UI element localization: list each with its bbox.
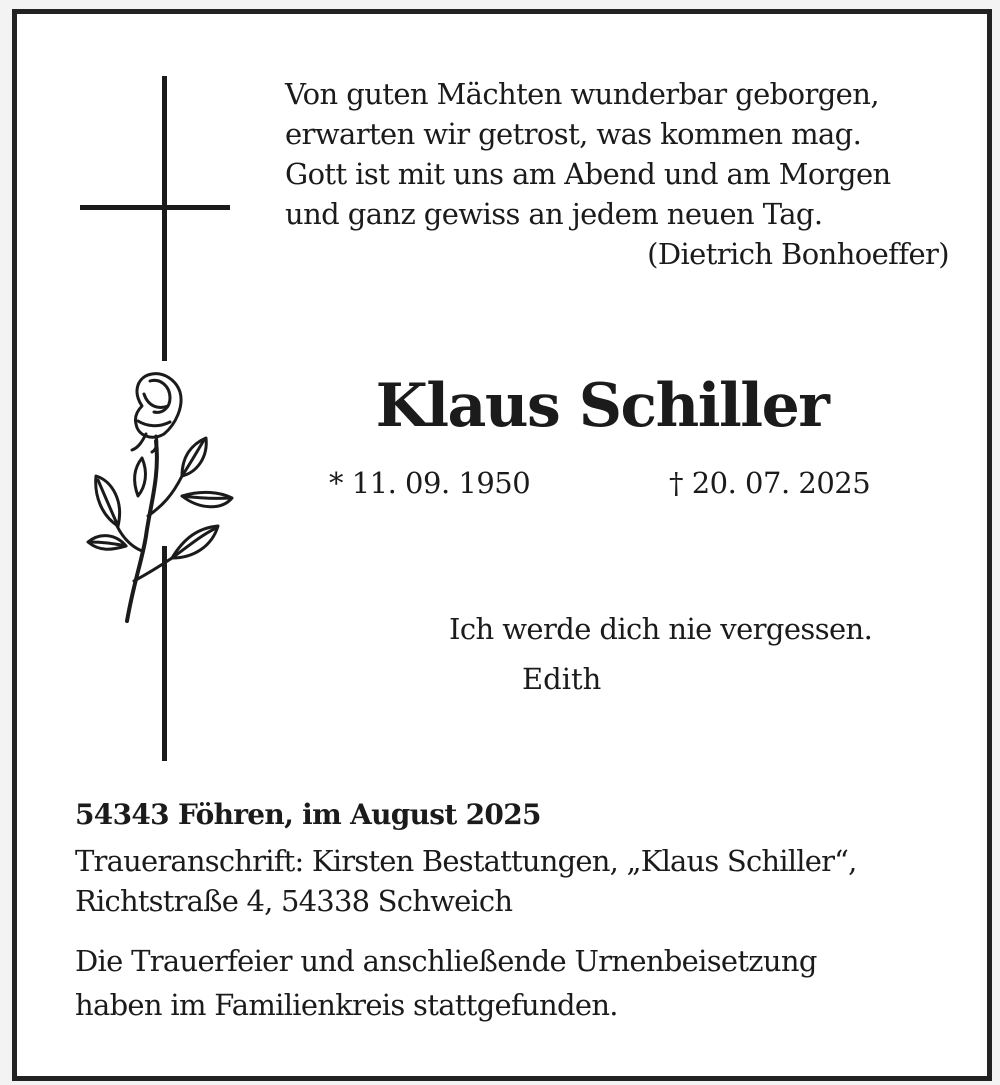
ceremony-note-line: haben im Familienkreis stattgefunden. [75, 988, 618, 1022]
cross-icon [72, 76, 242, 766]
rose-icon [88, 374, 232, 621]
birth-date: * 11. 09. 1950 [329, 466, 531, 500]
farewell-text: Ich werde dich nie vergessen. [449, 612, 873, 646]
poem-line: Gott ist mit uns am Abend und am Morgen [285, 157, 891, 191]
obituary-notice [12, 9, 992, 1081]
poem-line: und ganz gewiss an jedem neuen Tag. [285, 197, 823, 231]
place-date: 54343 Föhren, im August 2025 [75, 798, 541, 831]
death-date: † 20. 07. 2025 [669, 466, 871, 500]
poem [285, 74, 955, 274]
ceremony-note-line: Die Trauerfeier und anschließende Urnenbeisetzung [75, 944, 817, 978]
poem-line: erwarten wir getrost, was kommen mag. [285, 117, 862, 151]
signer-name: Edith [522, 662, 602, 696]
poem-line: Von guten Mächten wunderbar geborgen, [285, 77, 879, 111]
mourning-address-line: Richtstraße 4, 54338 Schweich [75, 884, 513, 918]
deceased-name: Klaus Schiller [375, 371, 829, 441]
poem-author: (Dietrich Bonhoeffer) [647, 237, 949, 271]
mourning-address-line: Traueranschrift: Kirsten Bestattungen, „Klaus Schiller“, [75, 844, 857, 878]
